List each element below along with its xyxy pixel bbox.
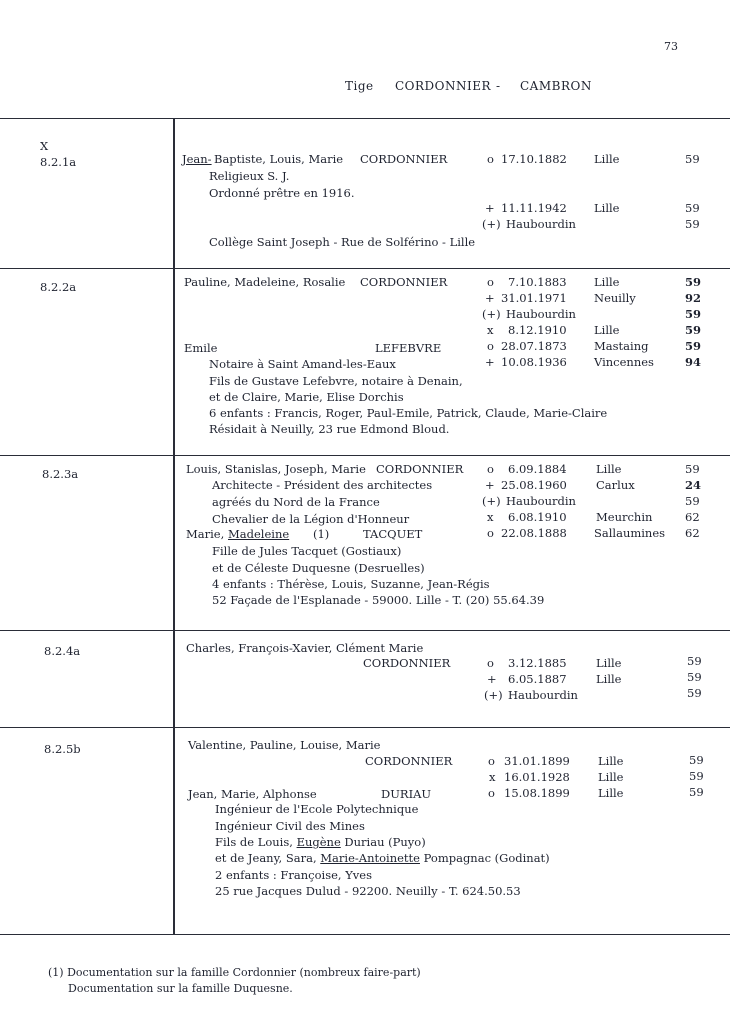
person-surname: CORDONNIER bbox=[376, 462, 464, 476]
detail-line: agréés du Nord de la France bbox=[212, 495, 380, 509]
entry-id: 8.2.4a bbox=[44, 644, 81, 658]
entry-mark: X bbox=[40, 139, 49, 153]
event-place: Haubourdin bbox=[506, 494, 576, 508]
event-place: Sallaumines bbox=[594, 526, 666, 540]
event-dept: 59 bbox=[687, 670, 702, 684]
event-symbol: + bbox=[485, 478, 495, 492]
event-symbol: o bbox=[488, 786, 495, 800]
person-surname: CORDONNIER bbox=[360, 275, 448, 289]
underlined-name: Marie-Antoinette bbox=[320, 851, 420, 865]
footnote-ref: (1) bbox=[313, 527, 330, 541]
event-symbol: x bbox=[489, 770, 496, 784]
event-date: 25.08.1960 bbox=[501, 478, 567, 492]
event-dept: 59 bbox=[689, 769, 704, 783]
event-date: 31.01.1899 bbox=[504, 754, 570, 768]
event-date: 31.01.1971 bbox=[501, 291, 567, 305]
event-dept: 59 bbox=[689, 753, 704, 767]
event-dept: 24 bbox=[685, 478, 702, 492]
event-place: Haubourdin bbox=[506, 217, 576, 231]
person-name: Valentine, Pauline, Louise, Marie bbox=[188, 738, 381, 752]
event-dept: 59 bbox=[685, 152, 700, 166]
event-dept: 62 bbox=[685, 510, 700, 524]
event-symbol: (+) bbox=[482, 217, 501, 231]
entry-id: 8.2.1a bbox=[40, 155, 77, 169]
person-name: Emile bbox=[184, 341, 218, 355]
person-surname: CORDONNIER bbox=[360, 152, 448, 166]
event-symbol: + bbox=[485, 355, 495, 369]
event-symbol: (+) bbox=[482, 307, 501, 321]
entry-id: 8.2.5b bbox=[44, 742, 81, 756]
event-date: 10.08.1936 bbox=[501, 355, 567, 369]
detail-line bbox=[215, 836, 426, 849]
event-symbol: o bbox=[487, 656, 494, 670]
event-symbol: + bbox=[485, 291, 495, 305]
event-dept: 62 bbox=[685, 526, 700, 540]
detail-line: Ordonné prêtre en 1916. bbox=[209, 186, 355, 200]
event-dept: 59 bbox=[685, 339, 702, 353]
header-name2: CAMBRON bbox=[520, 79, 592, 93]
detail-line: Résidait à Neuilly, 23 rue Edmond Bloud. bbox=[209, 422, 450, 436]
event-place: Lille bbox=[598, 786, 624, 800]
header-tige: Tige bbox=[345, 79, 374, 93]
detail-line: Fils de Gustave Lefebvre, notaire à Denain, bbox=[209, 374, 463, 388]
event-symbol: o bbox=[488, 754, 495, 768]
event-symbol: x bbox=[487, 323, 494, 337]
person-name: Madeleine bbox=[228, 527, 290, 541]
event-dept: 59 bbox=[685, 494, 700, 508]
rule-4 bbox=[0, 630, 730, 631]
event-dept: 59 bbox=[685, 217, 700, 231]
detail-line: et de Céleste Duquesne (Desruelles) bbox=[212, 561, 425, 575]
event-place: Lille bbox=[594, 152, 620, 166]
person-name: Louis, Stanislas, Joseph, Marie bbox=[186, 462, 366, 476]
event-dept: 59 bbox=[689, 785, 704, 799]
person-surname: CORDONNIER bbox=[363, 656, 451, 670]
event-dept: 59 bbox=[687, 686, 702, 700]
event-dept: 59 bbox=[687, 654, 702, 668]
event-symbol: o bbox=[487, 339, 494, 353]
event-date: 11.11.1942 bbox=[501, 201, 567, 215]
detail-line: Ingénieur de l'Ecole Polytechnique bbox=[215, 802, 419, 816]
detail-line: Architecte - Président des architectes bbox=[212, 478, 433, 492]
person-first: Jean- bbox=[182, 152, 212, 166]
person-surname: LEFEBVRE bbox=[375, 341, 442, 355]
event-place: Haubourdin bbox=[508, 688, 578, 702]
event-date: 15.08.1899 bbox=[504, 786, 570, 800]
event-dept: 59 bbox=[685, 323, 702, 337]
rule-top bbox=[0, 118, 730, 119]
detail-line: 25 rue Jacques Dulud - 92200. Neuilly - T. 624.50.53 bbox=[215, 884, 521, 898]
event-dept: 59 bbox=[685, 307, 702, 321]
event-date: 16.01.1928 bbox=[504, 770, 570, 784]
person-name: Pauline, Madeleine, Rosalie bbox=[184, 275, 346, 289]
event-symbol: o bbox=[487, 152, 494, 166]
event-dept: 94 bbox=[685, 355, 702, 369]
detail-line: Religieux S. J. bbox=[209, 169, 290, 183]
event-place: Lille bbox=[594, 323, 620, 337]
event-place: Lille bbox=[596, 672, 622, 686]
event-date: 3.12.1885 bbox=[508, 656, 567, 670]
event-place: Neuilly bbox=[594, 291, 636, 305]
event-place: Lille bbox=[596, 462, 622, 476]
person-surname: TACQUET bbox=[363, 527, 423, 541]
detail-line: Notaire à Saint Amand-les-Eaux bbox=[209, 357, 396, 371]
detail-line: et de Claire, Marie, Elise Dorchis bbox=[209, 390, 404, 404]
person-surname: CORDONNIER bbox=[365, 754, 453, 768]
entry-id: 8.2.3a bbox=[42, 467, 79, 481]
detail-text: Duriau (Puyo) bbox=[340, 835, 426, 849]
rule-5 bbox=[0, 727, 730, 728]
event-place: Carlux bbox=[596, 478, 635, 492]
underlined-name: Eugène bbox=[296, 835, 341, 849]
header-dash: - bbox=[496, 79, 501, 93]
event-place: Lille bbox=[598, 754, 624, 768]
event-symbol: (+) bbox=[484, 688, 503, 702]
page-number: 73 bbox=[664, 40, 678, 53]
detail-text: et de Jeany, Sara, bbox=[215, 851, 321, 865]
event-symbol: (+) bbox=[482, 494, 501, 508]
event-dept: 59 bbox=[685, 462, 700, 476]
header-name1: CORDONNIER bbox=[395, 79, 492, 93]
detail-line: Collège Saint Joseph - Rue de Solférino - Lille bbox=[209, 235, 476, 249]
event-symbol: + bbox=[485, 201, 495, 215]
detail-line: Ingénieur Civil des Mines bbox=[215, 819, 365, 833]
event-date: 17.10.1882 bbox=[501, 152, 567, 166]
detail-line: 52 Façade de l'Esplanade - 59000. Lille - T. (20) 55.64.39 bbox=[212, 593, 545, 607]
column-divider bbox=[173, 118, 175, 934]
detail-line: 6 enfants : Francis, Roger, Paul-Emile, Patrick, Claude, Marie-Claire bbox=[209, 406, 608, 420]
rule-2 bbox=[0, 268, 730, 269]
event-place: Vincennes bbox=[594, 355, 654, 369]
entry-id: 8.2.2a bbox=[40, 280, 77, 294]
event-place: Mastaing bbox=[594, 339, 649, 353]
detail-line: Fille de Jules Tacquet (Gostiaux) bbox=[212, 544, 402, 558]
event-dept: 92 bbox=[685, 291, 702, 305]
event-date: 7.10.1883 bbox=[508, 275, 567, 289]
event-place: Lille bbox=[596, 656, 622, 670]
event-place: Lille bbox=[598, 770, 624, 784]
rule-3 bbox=[0, 455, 730, 456]
person-first: Marie, bbox=[186, 527, 225, 541]
person-name: Jean, Marie, Alphonse bbox=[188, 787, 317, 801]
detail-text: Fils de Louis, bbox=[215, 835, 297, 849]
event-symbol: o bbox=[487, 462, 494, 476]
person-name: Baptiste, Louis, Marie bbox=[214, 152, 344, 166]
event-symbol: o bbox=[487, 526, 494, 540]
detail-line bbox=[215, 852, 550, 865]
event-date: 22.08.1888 bbox=[501, 526, 567, 540]
event-date: 28.07.1873 bbox=[501, 339, 567, 353]
event-dept: 59 bbox=[685, 201, 700, 215]
event-place: Haubourdin bbox=[506, 307, 576, 321]
event-place: Meurchin bbox=[596, 510, 653, 524]
event-symbol: + bbox=[487, 672, 497, 686]
footnote-2: Documentation sur la famille Duquesne. bbox=[68, 982, 293, 995]
event-symbol: x bbox=[487, 510, 494, 524]
detail-line: Chevalier de la Légion d'Honneur bbox=[212, 512, 410, 526]
event-dept: 59 bbox=[685, 275, 702, 289]
event-date: 6.05.1887 bbox=[508, 672, 567, 686]
event-place: Lille bbox=[594, 275, 620, 289]
event-symbol: o bbox=[487, 275, 494, 289]
event-date: 6.08.1910 bbox=[508, 510, 567, 524]
detail-line: 2 enfants : Françoise, Yves bbox=[215, 868, 373, 882]
event-place: Lille bbox=[594, 201, 620, 215]
event-date: 6.09.1884 bbox=[508, 462, 567, 476]
detail-text: Pompagnac (Godinat) bbox=[419, 851, 550, 865]
footnote-1: (1) Documentation sur la famille Cordonnier (nombreux faire-part) bbox=[48, 966, 421, 979]
person-name: Charles, François-Xavier, Clément Marie bbox=[186, 641, 424, 655]
person-surname: DURIAU bbox=[381, 787, 432, 801]
rule-bottom bbox=[0, 934, 730, 935]
detail-line: 4 enfants : Thérèse, Louis, Suzanne, Jean-Régis bbox=[212, 577, 490, 591]
event-date: 8.12.1910 bbox=[508, 323, 567, 337]
